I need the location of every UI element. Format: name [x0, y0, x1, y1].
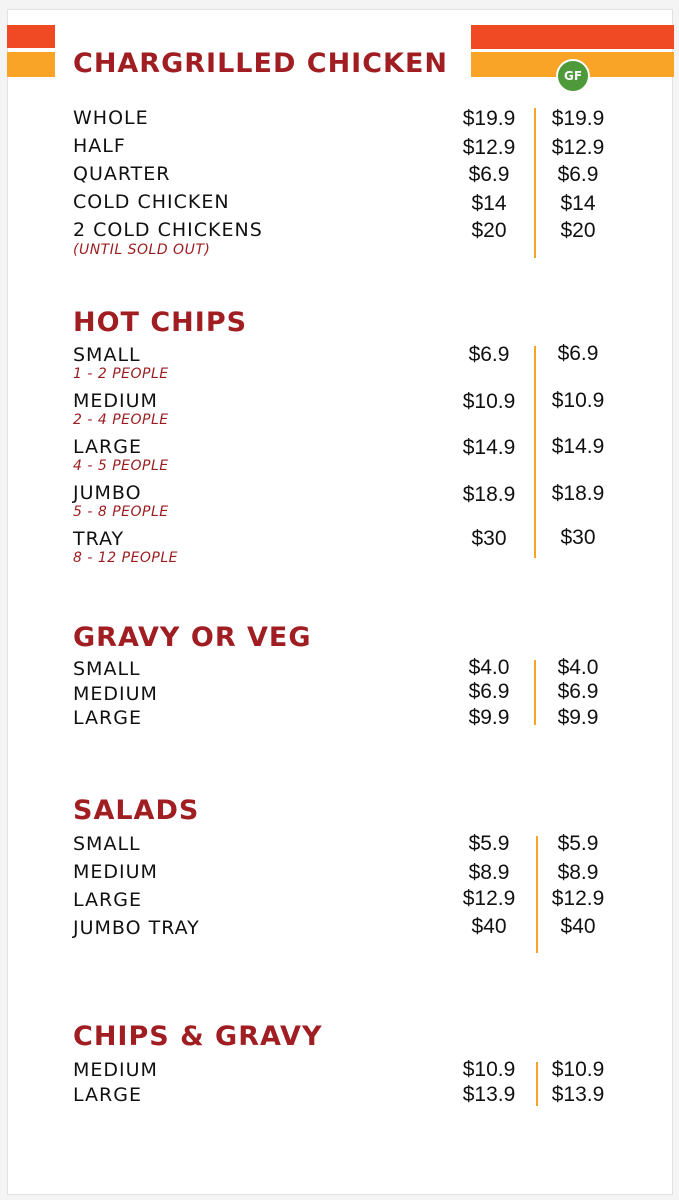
menu-item-name: LARGE: [73, 436, 142, 458]
price-column-divider: [534, 660, 536, 725]
menu-item-name: QUARTER: [73, 163, 171, 185]
menu-item-price: $12.9: [462, 887, 516, 910]
menu-item-gf-price: $5.9: [557, 832, 599, 855]
menu-item-gf-price: $13.9: [551, 1083, 605, 1106]
menu-item-price: $9.9: [468, 706, 510, 729]
menu-item-price: $6.9: [468, 163, 510, 186]
menu-item-price: $10.9: [462, 1058, 516, 1081]
menu-item-name: JUMBO: [73, 482, 142, 504]
menu-item-name: HALF: [73, 135, 126, 157]
menu-item-price: $8.9: [468, 861, 510, 884]
menu-item-price: $40: [471, 915, 507, 938]
menu-item-name: WHOLE: [73, 107, 149, 129]
menu-item-note: 4 - 5 PEOPLE: [73, 458, 169, 474]
menu-item-note: 2 - 4 PEOPLE: [73, 412, 169, 428]
menu-item-gf-price: $40: [560, 915, 596, 938]
section-title-gravy-or-veg: GRAVY OR VEG: [73, 622, 312, 653]
menu-item-name: MEDIUM: [73, 390, 158, 412]
menu-item-name: SMALL: [73, 833, 141, 855]
gluten-free-badge: GF: [556, 59, 590, 93]
menu-item-price: $18.9: [462, 483, 516, 506]
menu-card: [7, 9, 673, 1195]
menu-item-gf-price: $20: [560, 219, 596, 242]
menu-item-name: MEDIUM: [73, 683, 158, 705]
menu-item-price: $5.9: [468, 832, 510, 855]
menu-item-price: $20: [471, 219, 507, 242]
menu-item-gf-price: $12.9: [551, 887, 605, 910]
menu-item-price: $19.9: [462, 107, 516, 130]
price-column-divider: [536, 1062, 538, 1106]
menu-item-note: 8 - 12 PEOPLE: [73, 550, 179, 566]
menu-item-gf-price: $8.9: [557, 861, 599, 884]
decor-bar-orange-left: [7, 52, 55, 77]
menu-item-gf-price: $12.9: [551, 136, 605, 159]
menu-item-price: $13.9: [462, 1083, 516, 1106]
menu-item-name: 2 COLD CHICKENS: [73, 219, 263, 241]
menu-item-price: $10.9: [462, 390, 516, 413]
menu-item-name: LARGE: [73, 889, 142, 911]
menu-item-gf-price: $10.9: [551, 1058, 605, 1081]
menu-item-name: SMALL: [73, 658, 141, 680]
menu-item-price: $14: [471, 192, 507, 215]
section-title-chargrilled-chicken: CHARGRILLED CHICKEN: [73, 48, 448, 79]
decor-bar-red-right: [471, 25, 674, 49]
menu-item-price: $4.0: [468, 656, 510, 679]
menu-item-note: 1 - 2 PEOPLE: [73, 366, 169, 382]
menu-item-gf-price: $18.9: [551, 482, 605, 505]
price-column-divider: [534, 108, 536, 258]
menu-item-gf-price: $10.9: [551, 389, 605, 412]
menu-item-gf-price: $9.9: [557, 706, 599, 729]
menu-item-price: $30: [471, 527, 507, 550]
menu-item-gf-price: $30: [560, 526, 596, 549]
menu-item-name: JUMBO TRAY: [73, 917, 200, 939]
menu-item-name: LARGE: [73, 1084, 142, 1106]
menu-item-gf-price: $14: [560, 192, 596, 215]
section-title-salads: SALADS: [73, 795, 200, 826]
menu-item-gf-price: $4.0: [557, 656, 599, 679]
menu-item-name: SMALL: [73, 344, 141, 366]
menu-item-name: LARGE: [73, 707, 142, 729]
menu-item-gf-price: $6.9: [557, 680, 599, 703]
menu-item-price: $6.9: [468, 680, 510, 703]
menu-item-gf-price: $6.9: [557, 163, 599, 186]
menu-item-name: COLD CHICKEN: [73, 191, 230, 213]
menu-item-gf-price: $6.9: [557, 342, 599, 365]
menu-item-name: MEDIUM: [73, 1059, 158, 1081]
price-column-divider: [534, 346, 536, 558]
menu-item-price: $12.9: [462, 136, 516, 159]
menu-item-gf-price: $14.9: [551, 435, 605, 458]
menu-item-price: $6.9: [468, 343, 510, 366]
menu-item-name: MEDIUM: [73, 861, 158, 883]
price-column-divider: [536, 836, 538, 953]
menu-item-gf-price: $19.9: [551, 107, 605, 130]
menu-item-note: 5 - 8 PEOPLE: [73, 504, 169, 520]
decor-bar-red-left: [7, 25, 55, 48]
menu-item-price: $14.9: [462, 436, 516, 459]
section-title-chips-and-gravy: CHIPS & GRAVY: [73, 1021, 323, 1052]
section-title-hot-chips: HOT CHIPS: [73, 307, 248, 338]
menu-item-name: TRAY: [73, 528, 125, 550]
menu-item-note: (UNTIL SOLD OUT): [73, 242, 211, 258]
